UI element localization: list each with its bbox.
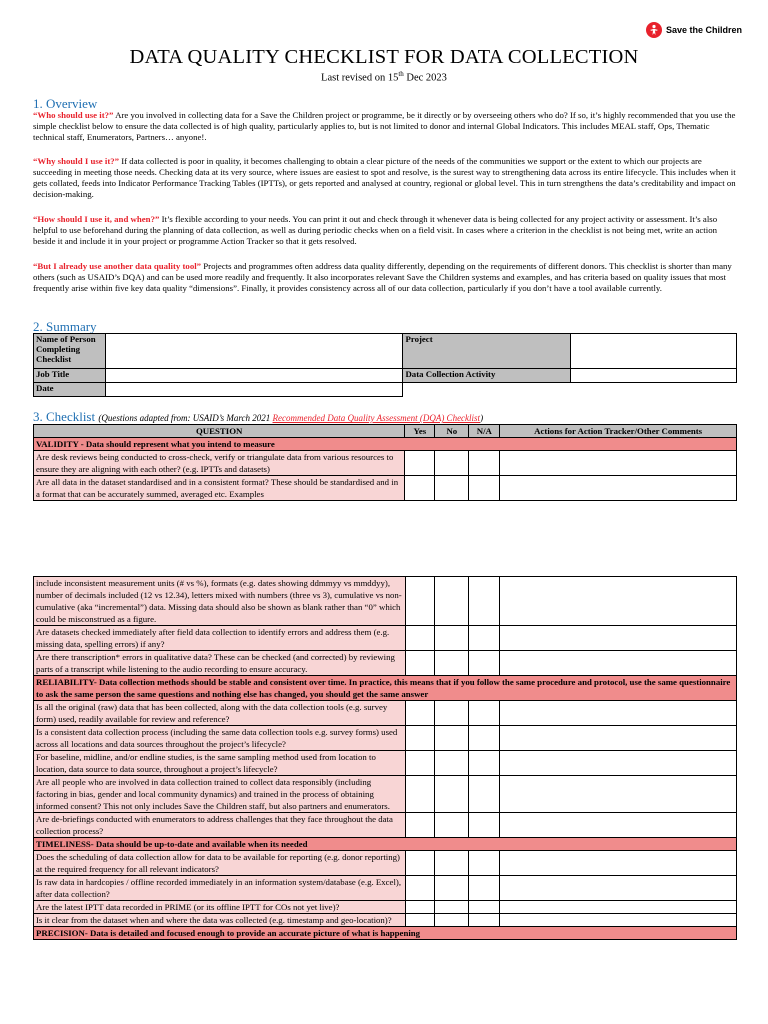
checklist-table-continued — [33, 576, 737, 940]
question-text: Are all data in the dataset standardised and in a consistent format? These should be standardised and in a format that can be accurately summed, averaged etc. Examples — [34, 476, 405, 501]
question-text: Are there transcription* errors in qualitative data? These can be checked (and corrected) by reviewing parts of a transcript while listening to the audio recording to ensure accuracy. — [34, 651, 406, 676]
actions-cell[interactable] — [500, 876, 737, 901]
overview-paragraph: “How should I use it, and when?” It’s flexible according to your needs. You can print it out and check through it whenever data is being collected for any project activity or assessment. It’s also helpful to use beforehand during the planning of data collection, as well as during periodic checks when on a field visit. In cases where a criterion in the checklist is not being met, write an action beside it and include it in your project or programme Action Tracker so that it gets resolved. — [33, 214, 718, 246]
no-cell[interactable] — [435, 914, 469, 927]
checklist-heading: 3. Checklist (Questions adapted from: USAID’s March 2021 Recommended Data Quality Assessment (DQA) Checklist) — [33, 409, 484, 424]
overview-paragraph: “Who should use it?” Are you involved in collecting data for a Save the Children project or programme, be it directly or by overseeing others who do? If so, it’s highly recommended that you use the simple checklist below to ensure the data collected is of high quality, particularly applies to, but is not limited to donor and internal Global Indicators. This includes MEAL staff, Ops, Thematic technical staff, Enumerators, Partners… anyone!. — [33, 110, 736, 142]
question-row — [34, 726, 737, 751]
question-row — [34, 476, 737, 501]
job-title-field[interactable] — [105, 369, 403, 383]
label-activity: Data Collection Activity — [403, 369, 571, 383]
yes-cell[interactable] — [405, 577, 435, 626]
question-row — [34, 451, 737, 476]
question-row — [34, 626, 737, 651]
question-row — [34, 776, 737, 813]
na-cell[interactable] — [469, 813, 500, 838]
overview-paragraph: “Why should I use it?” If data collected is poor in quality, it becomes challenging to obtain a clear picture of the needs of the communities we support or the extent to which our projects are succeeding in meeting those needs. Checking data at its very source, where issues are easiest to spot and resolve, is the surest way to strengthening data across its entire lifecycle. This includes when it gets collated, feeds into Indicator Performance Tracking Tables (IPTTs), or gets reported and analysed at country, regional or global level. This in turn strengthens the data’s creditability and impact on decision-making. — [33, 156, 736, 199]
no-cell[interactable] — [435, 876, 469, 901]
section-title: RELIABILITY- Data collection methods should be stable and consistent over time. In practice, this means that if you follow the same procedure and protocol, use the same questionnaire to ask the same person the same questions and nothing else has changed, you should get the same answer — [34, 676, 737, 701]
actions-cell[interactable] — [500, 701, 737, 726]
person-field[interactable] — [105, 334, 403, 369]
save-the-children-logo-icon — [646, 22, 662, 38]
question-text: Are desk reviews being conducted to cross-check, verify or triangulate data from various resources to ensure they are aligning with each other? (e.g. IPTTs and datasets) — [34, 451, 405, 476]
na-cell[interactable] — [469, 876, 500, 901]
na-cell[interactable] — [469, 651, 500, 676]
question-row — [34, 876, 737, 901]
na-cell[interactable] — [469, 851, 500, 876]
no-cell[interactable] — [435, 751, 469, 776]
section-row — [34, 838, 737, 851]
na-cell[interactable] — [469, 451, 500, 476]
section-title: TIMELINESS- Data should be up-to-date and available when its needed — [34, 838, 737, 851]
dqa-checklist-link[interactable]: Recommended Data Quality Assessment (DQA) Checklist — [272, 413, 481, 423]
yes-cell[interactable] — [405, 476, 435, 501]
no-cell[interactable] — [435, 813, 469, 838]
question-text: Are datasets checked immediately after field data collection to identify errors and address them (e.g. missing data, spelling errors) if any? — [34, 626, 406, 651]
question-text: include inconsistent measurement units (# vs %), formats (e.g. dates showing ddmmyy vs mmddyy), number of decimals included (12 vs 12.34), letters mixed with numbers (three vs 3), cumulative vs non-cumulative (aka “incremental”) data. Missing data should also be shown as blank rather than “0” which could be misconstrued as a figure. — [34, 577, 406, 626]
no-cell[interactable] — [435, 451, 469, 476]
logo-text: Save the Children — [666, 25, 743, 35]
no-cell[interactable] — [435, 776, 469, 813]
no-cell[interactable] — [435, 626, 469, 651]
label-job-title: Job Title — [34, 369, 106, 383]
question-row — [34, 701, 737, 726]
question-row — [34, 651, 737, 676]
section-row — [34, 438, 737, 451]
question-row — [34, 813, 737, 838]
na-cell[interactable] — [469, 577, 500, 626]
yes-cell[interactable] — [405, 813, 435, 838]
question-row — [34, 577, 737, 626]
actions-cell[interactable] — [500, 851, 737, 876]
question-text: Is raw data in hardcopies / offline recorded immediately in an information system/database (e.g. Excel), after data collection? — [34, 876, 406, 901]
label-project: Project — [403, 334, 571, 369]
yes-cell[interactable] — [405, 751, 435, 776]
question-row — [34, 851, 737, 876]
question-text: For baseline, midline, and/or endline studies, is the same sampling method used from location to location, data source to data source, throughout a project’s lifecycle? — [34, 751, 406, 776]
yes-cell[interactable] — [405, 776, 435, 813]
checklist-table — [33, 424, 737, 501]
na-cell[interactable] — [469, 626, 500, 651]
no-cell[interactable] — [435, 726, 469, 751]
yes-cell[interactable] — [405, 701, 435, 726]
question-text: Is all the original (raw) data that has been collected, along with the data collection tools (e.g. survey form) used, readily available for review and reference? — [34, 701, 406, 726]
na-cell[interactable] — [469, 476, 500, 501]
question-text: Does the scheduling of data collection allow for data to be available for reporting (e.g. donor reporting) at the required frequency for all relevant indicators? — [34, 851, 406, 876]
col-yes: Yes — [405, 425, 435, 438]
col-na: N/A — [469, 425, 500, 438]
no-cell[interactable] — [435, 577, 469, 626]
col-no: No — [435, 425, 469, 438]
summary-table — [33, 333, 737, 397]
yes-cell[interactable] — [405, 901, 435, 914]
actions-cell[interactable] — [500, 726, 737, 751]
question-text: Is a consistent data collection process (including the same data collection tools e.g. survey forms) used across all locations and data sources throughout the project’s lifecycle? — [34, 726, 406, 751]
section-title: PRECISION- Data is detailed and focused enough to provide an accurate picture of what is happening — [34, 927, 737, 940]
yes-cell[interactable] — [405, 651, 435, 676]
activity-field[interactable] — [571, 369, 737, 383]
col-actions: Actions for Action Tracker/Other Comments — [500, 425, 737, 438]
actions-cell[interactable] — [500, 914, 737, 927]
question-row — [34, 914, 737, 927]
actions-cell[interactable] — [500, 751, 737, 776]
section-title: VALIDITY - Data should represent what you intend to measure — [34, 438, 737, 451]
yes-cell[interactable] — [405, 626, 435, 651]
date-field[interactable] — [105, 383, 403, 397]
yes-cell[interactable] — [405, 726, 435, 751]
no-cell[interactable] — [435, 701, 469, 726]
overview-heading: 1. Overview — [33, 96, 98, 111]
yes-cell[interactable] — [405, 451, 435, 476]
actions-cell[interactable] — [500, 577, 737, 626]
na-cell[interactable] — [469, 901, 500, 914]
yes-cell[interactable] — [405, 914, 435, 927]
actions-cell[interactable] — [500, 813, 737, 838]
summary-heading: 2. Summary — [33, 319, 97, 334]
label-date: Date — [34, 383, 106, 397]
yes-cell[interactable] — [405, 876, 435, 901]
question-row — [34, 901, 737, 914]
logo — [646, 22, 742, 38]
page-title: DATA QUALITY CHECKLIST FOR DATA COLLECTION — [129, 46, 639, 68]
na-cell[interactable] — [469, 701, 500, 726]
actions-cell[interactable] — [500, 451, 737, 476]
question-text: Are the latest IPTT data recorded in PRIME (or its offline IPTT for COs not yet live)? — [34, 901, 406, 914]
no-cell[interactable] — [435, 476, 469, 501]
question-row — [34, 751, 737, 776]
project-field[interactable] — [571, 334, 737, 369]
question-text: Is it clear from the dataset when and where the data was collected (e.g. timestamp and geo-location)? — [34, 914, 406, 927]
actions-cell[interactable] — [500, 776, 737, 813]
actions-cell[interactable] — [500, 651, 737, 676]
yes-cell[interactable] — [405, 851, 435, 876]
no-cell[interactable] — [435, 651, 469, 676]
actions-cell[interactable] — [500, 626, 737, 651]
actions-cell[interactable] — [500, 476, 737, 501]
na-cell[interactable] — [469, 776, 500, 813]
na-cell[interactable] — [469, 751, 500, 776]
col-question: QUESTION — [34, 425, 405, 438]
overview-paragraph: “But I already use another data quality tool” Projects and programmes often address data quality differently, depending on the requirements of different donors. This checklist is shorter than many others (such as USAID’s DQA) and can be used more readily and frequently. It also incorporates relevant Save the Children systems and examples, and has criteria based on quality issues that most frequently arise within five key data quality “dimensions”. Finally, it provides consistency across all of our data collection, particularly if you don’t have a tool available currently. — [33, 261, 732, 293]
question-text: Are all people who are involved in data collection trained to collect data responsibly (including factoring in bias, gender and local community dynamics) and trained in the process of obtaining informed consent? This not only includes Save the Children staff, but also partners and enumerators. — [34, 776, 406, 813]
na-cell[interactable] — [469, 726, 500, 751]
label-person: Name of Person Completing Checklist — [34, 334, 106, 369]
no-cell[interactable] — [435, 851, 469, 876]
no-cell[interactable] — [435, 901, 469, 914]
actions-cell[interactable] — [500, 901, 737, 914]
na-cell[interactable] — [469, 914, 500, 927]
section-row — [34, 927, 737, 940]
question-text: Are de-briefings conducted with enumerators to address challenges that they face throughout the data collection process? — [34, 813, 406, 838]
section-row — [34, 676, 737, 701]
revision-date: Last revised on 15th Dec 2023 — [321, 70, 447, 84]
